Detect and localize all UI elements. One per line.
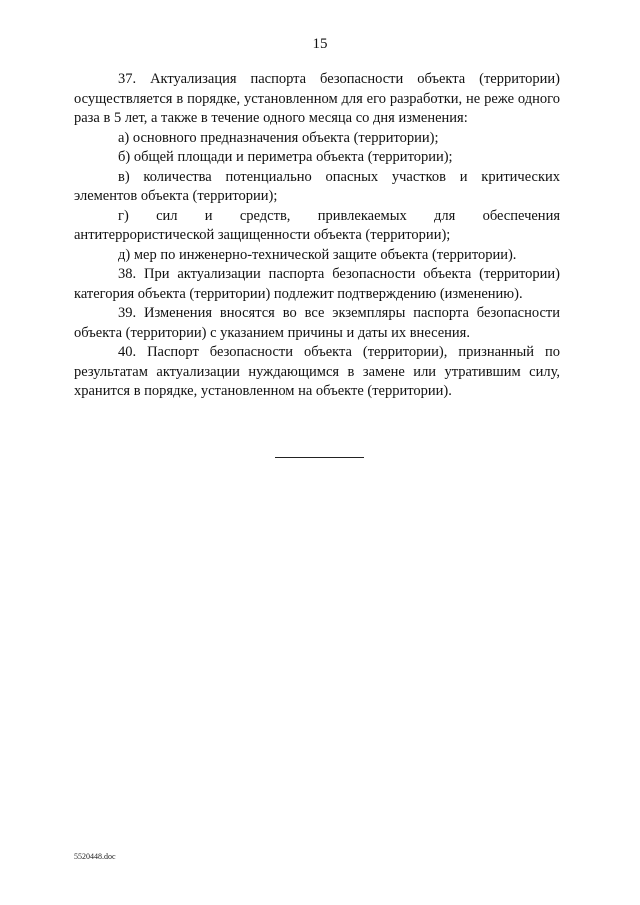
list-item-g: г) сил и средств, привлекаемых для обеспечения антитеррористической защищенности объекта (территории);	[74, 207, 560, 243]
end-divider	[275, 457, 364, 458]
paragraph-40: 40. Паспорт безопасности объекта (территории), признанный по результатам актуализации нуждающимся в замене или утратившим силу, хранится в порядке, установленном на объекте (территории).	[74, 344, 560, 399]
list-item-b: б) общей площади и периметра объекта (территории);	[118, 149, 453, 165]
page-number: 15	[312, 36, 328, 52]
list-item-d: д) мер по инженерно-технической защите объекта (территории).	[118, 246, 517, 263]
paragraph-38: 38. При актуализации паспорта безопасности объекта (территории) категория объекта (территории) подлежит подтверждению (изменению).	[74, 266, 560, 302]
paragraph-37: 37. Актуализация паспорта безопасности объекта (территории) осуществляется в порядке, установленном для его разработки, не реже одного раза в 5 лет, а также в течение одного месяца со дня изменения:	[74, 71, 560, 126]
paragraph-39: 39. Изменения вносятся во все экземпляры паспорта безопасности объекта (территории) с указанием причины и даты их внесения.	[74, 305, 560, 341]
list-item-v: в) количества потенциально опасных участков и критических элементов объекта (территории);	[74, 168, 560, 204]
document-body	[74, 70, 560, 402]
footer-file-name: 5520448.doc	[74, 852, 116, 861]
list-item-a: а) основного предназначения объекта (территории);	[118, 129, 439, 146]
